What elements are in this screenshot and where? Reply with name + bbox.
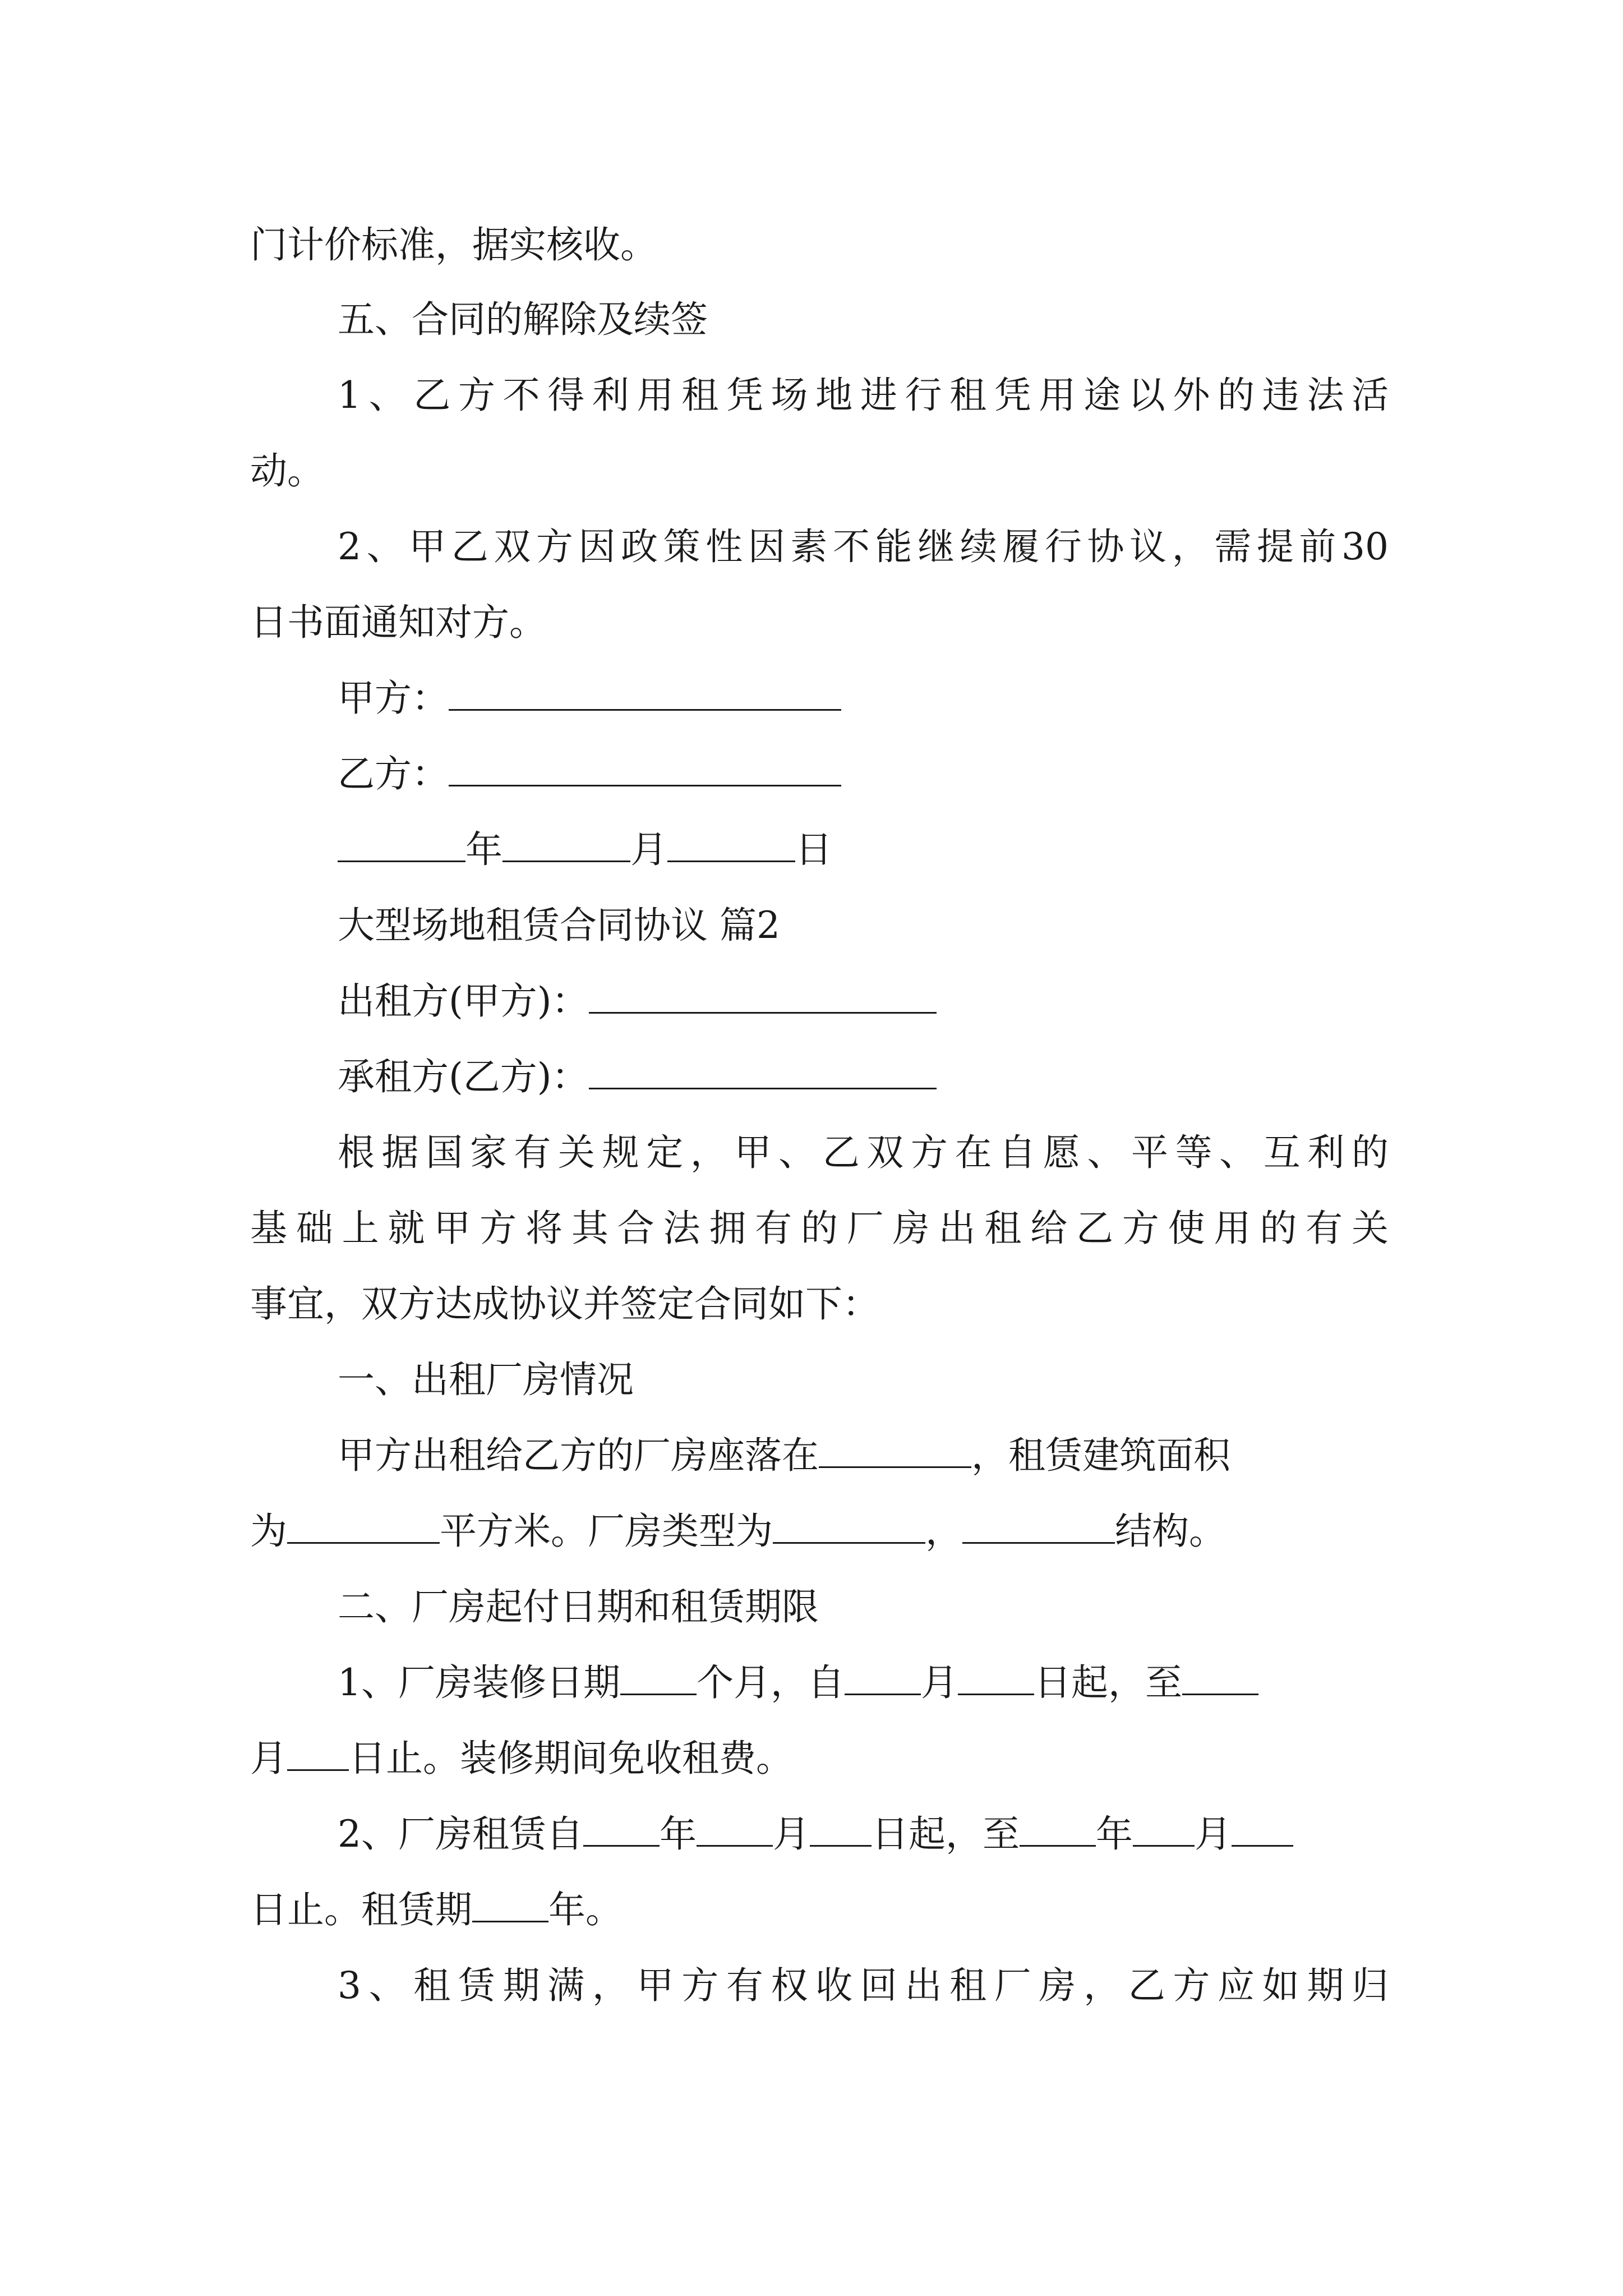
lessor-blank xyxy=(589,978,937,1014)
lease-start-month-blank xyxy=(697,1811,773,1847)
lessee-label: 承租方(乙方)： xyxy=(338,1055,589,1098)
section-heading: 一、出租厂房情况 xyxy=(338,1358,634,1401)
party-a-signature-line xyxy=(338,673,1389,724)
text-span: ，租赁建筑面积 xyxy=(971,1434,1230,1477)
months-blank xyxy=(620,1660,697,1695)
text-line xyxy=(250,1733,1389,1784)
lessee-blank xyxy=(589,1054,937,1089)
text-span: 日止。装修期间免收租费。 xyxy=(349,1737,793,1780)
lease-start-year-blank xyxy=(583,1811,660,1847)
section-heading: 五、合同的解除及续签 xyxy=(338,298,708,341)
date-day-label: 日 xyxy=(795,828,832,871)
text-span: 个月，自 xyxy=(697,1661,845,1704)
text-span: 日止。租赁期 xyxy=(250,1888,472,1931)
lease-end-month-blank xyxy=(1133,1811,1195,1847)
text-span: 甲方出租给乙方的厂房座落在 xyxy=(338,1434,819,1477)
text-line: 事宜，双方达成协议并签定合同如下： xyxy=(250,1282,879,1326)
area-blank xyxy=(287,1508,440,1544)
text-span: 1、厂房装修日期 xyxy=(338,1661,620,1704)
month-blank xyxy=(502,827,630,862)
text-span: ， xyxy=(925,1510,962,1553)
party-b-label: 乙方： xyxy=(338,752,449,795)
date-year-label: 年 xyxy=(465,828,502,871)
party-a-label: 甲方： xyxy=(338,677,449,720)
text-span: 月 xyxy=(250,1737,287,1780)
year-blank xyxy=(338,827,465,862)
party-b-signature-line xyxy=(338,749,1389,799)
text-line: 动。 xyxy=(250,449,324,493)
lease-end-day-blank xyxy=(1232,1811,1293,1847)
text-span: 为 xyxy=(250,1510,287,1553)
text-span: 结构。 xyxy=(1115,1510,1226,1553)
lease-start-day-blank xyxy=(810,1811,872,1847)
party-a-blank xyxy=(449,675,841,711)
text-line: 根据国家有关规定，甲、乙双方在自愿、平等、互利的 xyxy=(338,1131,1389,1174)
text-span: 日起，至 xyxy=(872,1812,1020,1856)
date-month-label: 月 xyxy=(630,828,667,871)
text-line: 日书面通知对方。 xyxy=(250,601,546,644)
text-line xyxy=(338,1430,1389,1481)
text-span: 年 xyxy=(660,1812,697,1856)
text-span: 月 xyxy=(773,1812,810,1856)
text-span: 年 xyxy=(1096,1812,1133,1856)
lessee-line xyxy=(338,1052,1389,1102)
party-b-blank xyxy=(449,751,841,786)
lease-term-blank xyxy=(472,1887,548,1922)
lessor-label: 出租方(甲方)： xyxy=(338,979,589,1023)
start-month-blank xyxy=(845,1660,921,1695)
text-line xyxy=(250,1885,1389,1935)
date-line xyxy=(338,825,1389,875)
text-line: 2、甲乙双方因政策性因素不能继续履行协议，需提前30 xyxy=(338,525,1389,568)
lessor-line xyxy=(338,976,1389,1027)
text-line: 3、租赁期满，甲方有权收回出租厂房，乙方应如期归 xyxy=(338,1964,1389,2007)
lease-end-year-blank xyxy=(1020,1811,1096,1847)
text-span: 月 xyxy=(921,1661,958,1704)
day-blank xyxy=(667,827,795,862)
text-span: 平方米。厂房类型为 xyxy=(440,1510,773,1553)
text-line: 门计价标准，据实核收。 xyxy=(250,223,657,266)
text-line: 基础上就甲方将其合法拥有的厂房出租给乙方使用的有关 xyxy=(250,1207,1389,1250)
location-blank xyxy=(819,1433,971,1468)
text-line: 1、乙方不得利用租凭场地进行租凭用途以外的违法活 xyxy=(338,374,1389,417)
document-title: 大型场地租赁合同协议 篇2 xyxy=(338,904,780,947)
type-blank xyxy=(773,1508,925,1544)
structure-blank xyxy=(962,1508,1115,1544)
end-month-blank xyxy=(1182,1660,1258,1695)
start-day-blank xyxy=(958,1660,1034,1695)
text-line xyxy=(338,1658,1389,1708)
text-span: 2、厂房租赁自 xyxy=(338,1812,583,1856)
text-span: 年。 xyxy=(548,1888,623,1931)
section-heading: 二、厂房起付日期和租赁期限 xyxy=(338,1585,819,1628)
text-span: 月 xyxy=(1195,1812,1232,1856)
end-day-blank xyxy=(287,1736,349,1771)
text-line xyxy=(250,1506,1389,1557)
text-line xyxy=(338,1809,1389,1860)
text-span: 日起，至 xyxy=(1034,1661,1182,1704)
